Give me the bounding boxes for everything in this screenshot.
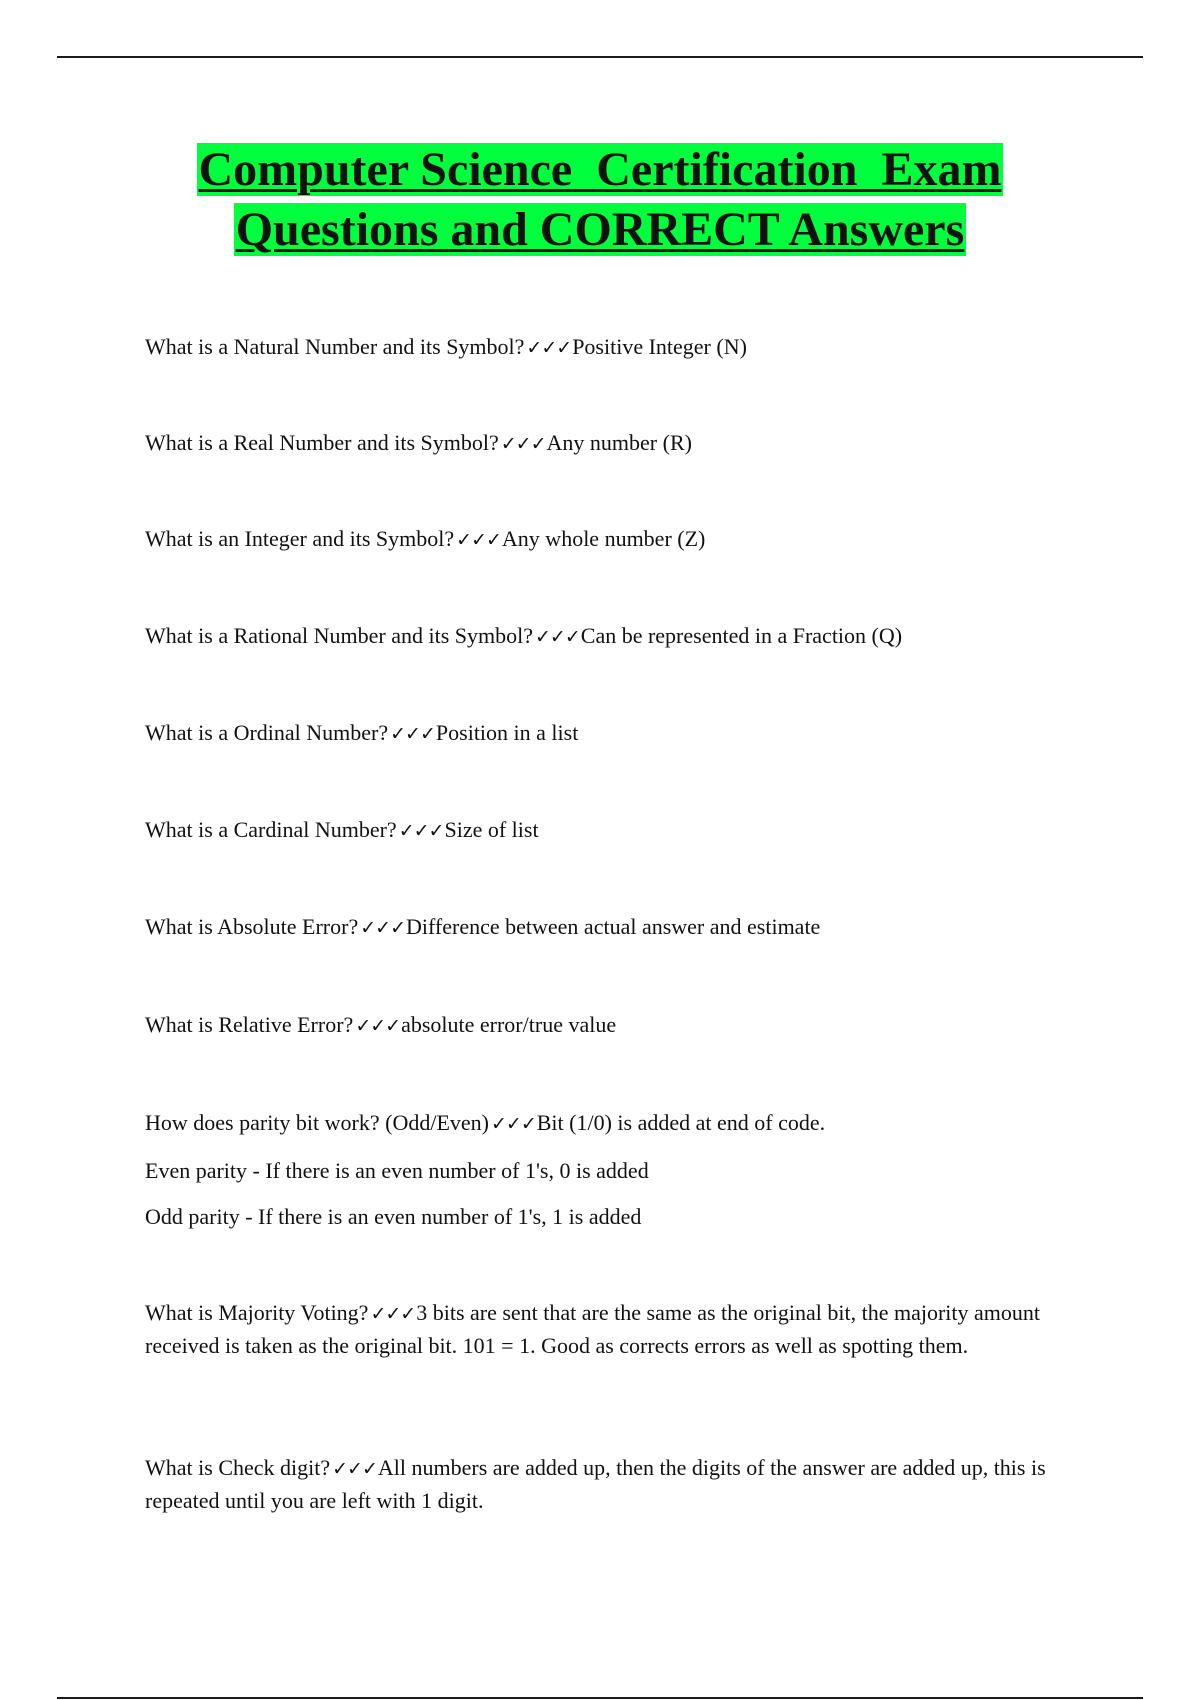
question: What is Relative Error? — [145, 1012, 354, 1037]
qa-item-absolute-error — [145, 911, 1055, 944]
question: What is Absolute Error? — [145, 914, 359, 939]
check-mark-icon: ✓✓✓ — [500, 433, 546, 455]
check-mark-icon: ✓✓✓ — [398, 820, 444, 842]
check-mark-icon: ✓✓✓ — [370, 1303, 416, 1325]
answer: All numbers are added up, then the digits of the answer are added up, this is repeated until you are left with 1 digit. — [145, 1455, 1046, 1513]
question: What is Check digit? — [145, 1455, 331, 1480]
qa-item-real-number — [145, 427, 1055, 460]
check-mark-icon: ✓✓✓ — [456, 529, 501, 551]
answer: Difference between actual answer and estimate — [406, 914, 821, 939]
question: How does parity bit work? (Odd/Even) — [145, 1110, 489, 1135]
check-mark-icon: ✓✓✓ — [332, 1458, 377, 1480]
check-mark-icon: ✓✓✓ — [360, 917, 405, 939]
odd-parity-line: Odd parity - If there is an even number of 1's, 1 is added — [145, 1204, 642, 1229]
check-mark-icon: ✓✓✓ — [526, 337, 572, 359]
question: What is a Real Number and its Symbol? — [145, 430, 499, 455]
qa-item-ordinal-number — [145, 717, 1055, 750]
answer: Position in a list — [435, 720, 579, 745]
question: What is an Integer and its Symbol? — [145, 526, 455, 551]
check-mark-icon: ✓✓✓ — [390, 723, 435, 745]
check-mark-icon: ✓✓✓ — [490, 1113, 536, 1135]
qa-item-rational-number — [145, 620, 1055, 653]
qa-item-check-digit — [145, 1452, 1055, 1516]
question: What is a Natural Number and its Symbol? — [145, 334, 525, 359]
bottom-rule — [57, 1697, 1143, 1699]
answer: Size of list — [444, 817, 539, 842]
qa-item-relative-error — [145, 1009, 1055, 1042]
qa-item-natural-number — [145, 331, 1055, 364]
answer: 3 bits are sent that are the same as the original bit, the majority amount received is taken as the original bit. 101 = 1. Good as corrects errors as well as spotting them. — [145, 1300, 1040, 1358]
question: What is a Rational Number and its Symbol? — [145, 623, 533, 648]
qa-item-majority-voting — [145, 1297, 1055, 1361]
question: What is a Ordinal Number? — [145, 720, 389, 745]
question: What is a Cardinal Number? — [145, 817, 397, 842]
answer: Any whole number (Z) — [501, 526, 706, 551]
qa-item-integer — [145, 523, 1055, 556]
question: What is Majority Voting? — [145, 1300, 369, 1325]
document-title — [0, 140, 1200, 260]
answer: Bit (1/0) is added at end of code. — [536, 1110, 826, 1135]
qa-item-parity-bit — [145, 1107, 1055, 1232]
title-line-1: Computer Science Certification Exam — [198, 143, 1002, 196]
qa-item-cardinal-number — [145, 814, 1055, 847]
answer: Can be represented in a Fraction (Q) — [580, 623, 903, 648]
answer: Positive Integer (N) — [572, 334, 747, 359]
title-line-2: Questions and CORRECT Answers — [235, 203, 965, 256]
answer: Any number (R) — [546, 430, 692, 455]
answer: absolute error/true value — [401, 1012, 617, 1037]
check-mark-icon: ✓✓✓ — [355, 1015, 401, 1037]
even-parity-line: Even parity - If there is an even number of 1's, 0 is added — [145, 1158, 649, 1183]
check-mark-icon: ✓✓✓ — [535, 626, 580, 648]
top-rule — [57, 56, 1143, 58]
